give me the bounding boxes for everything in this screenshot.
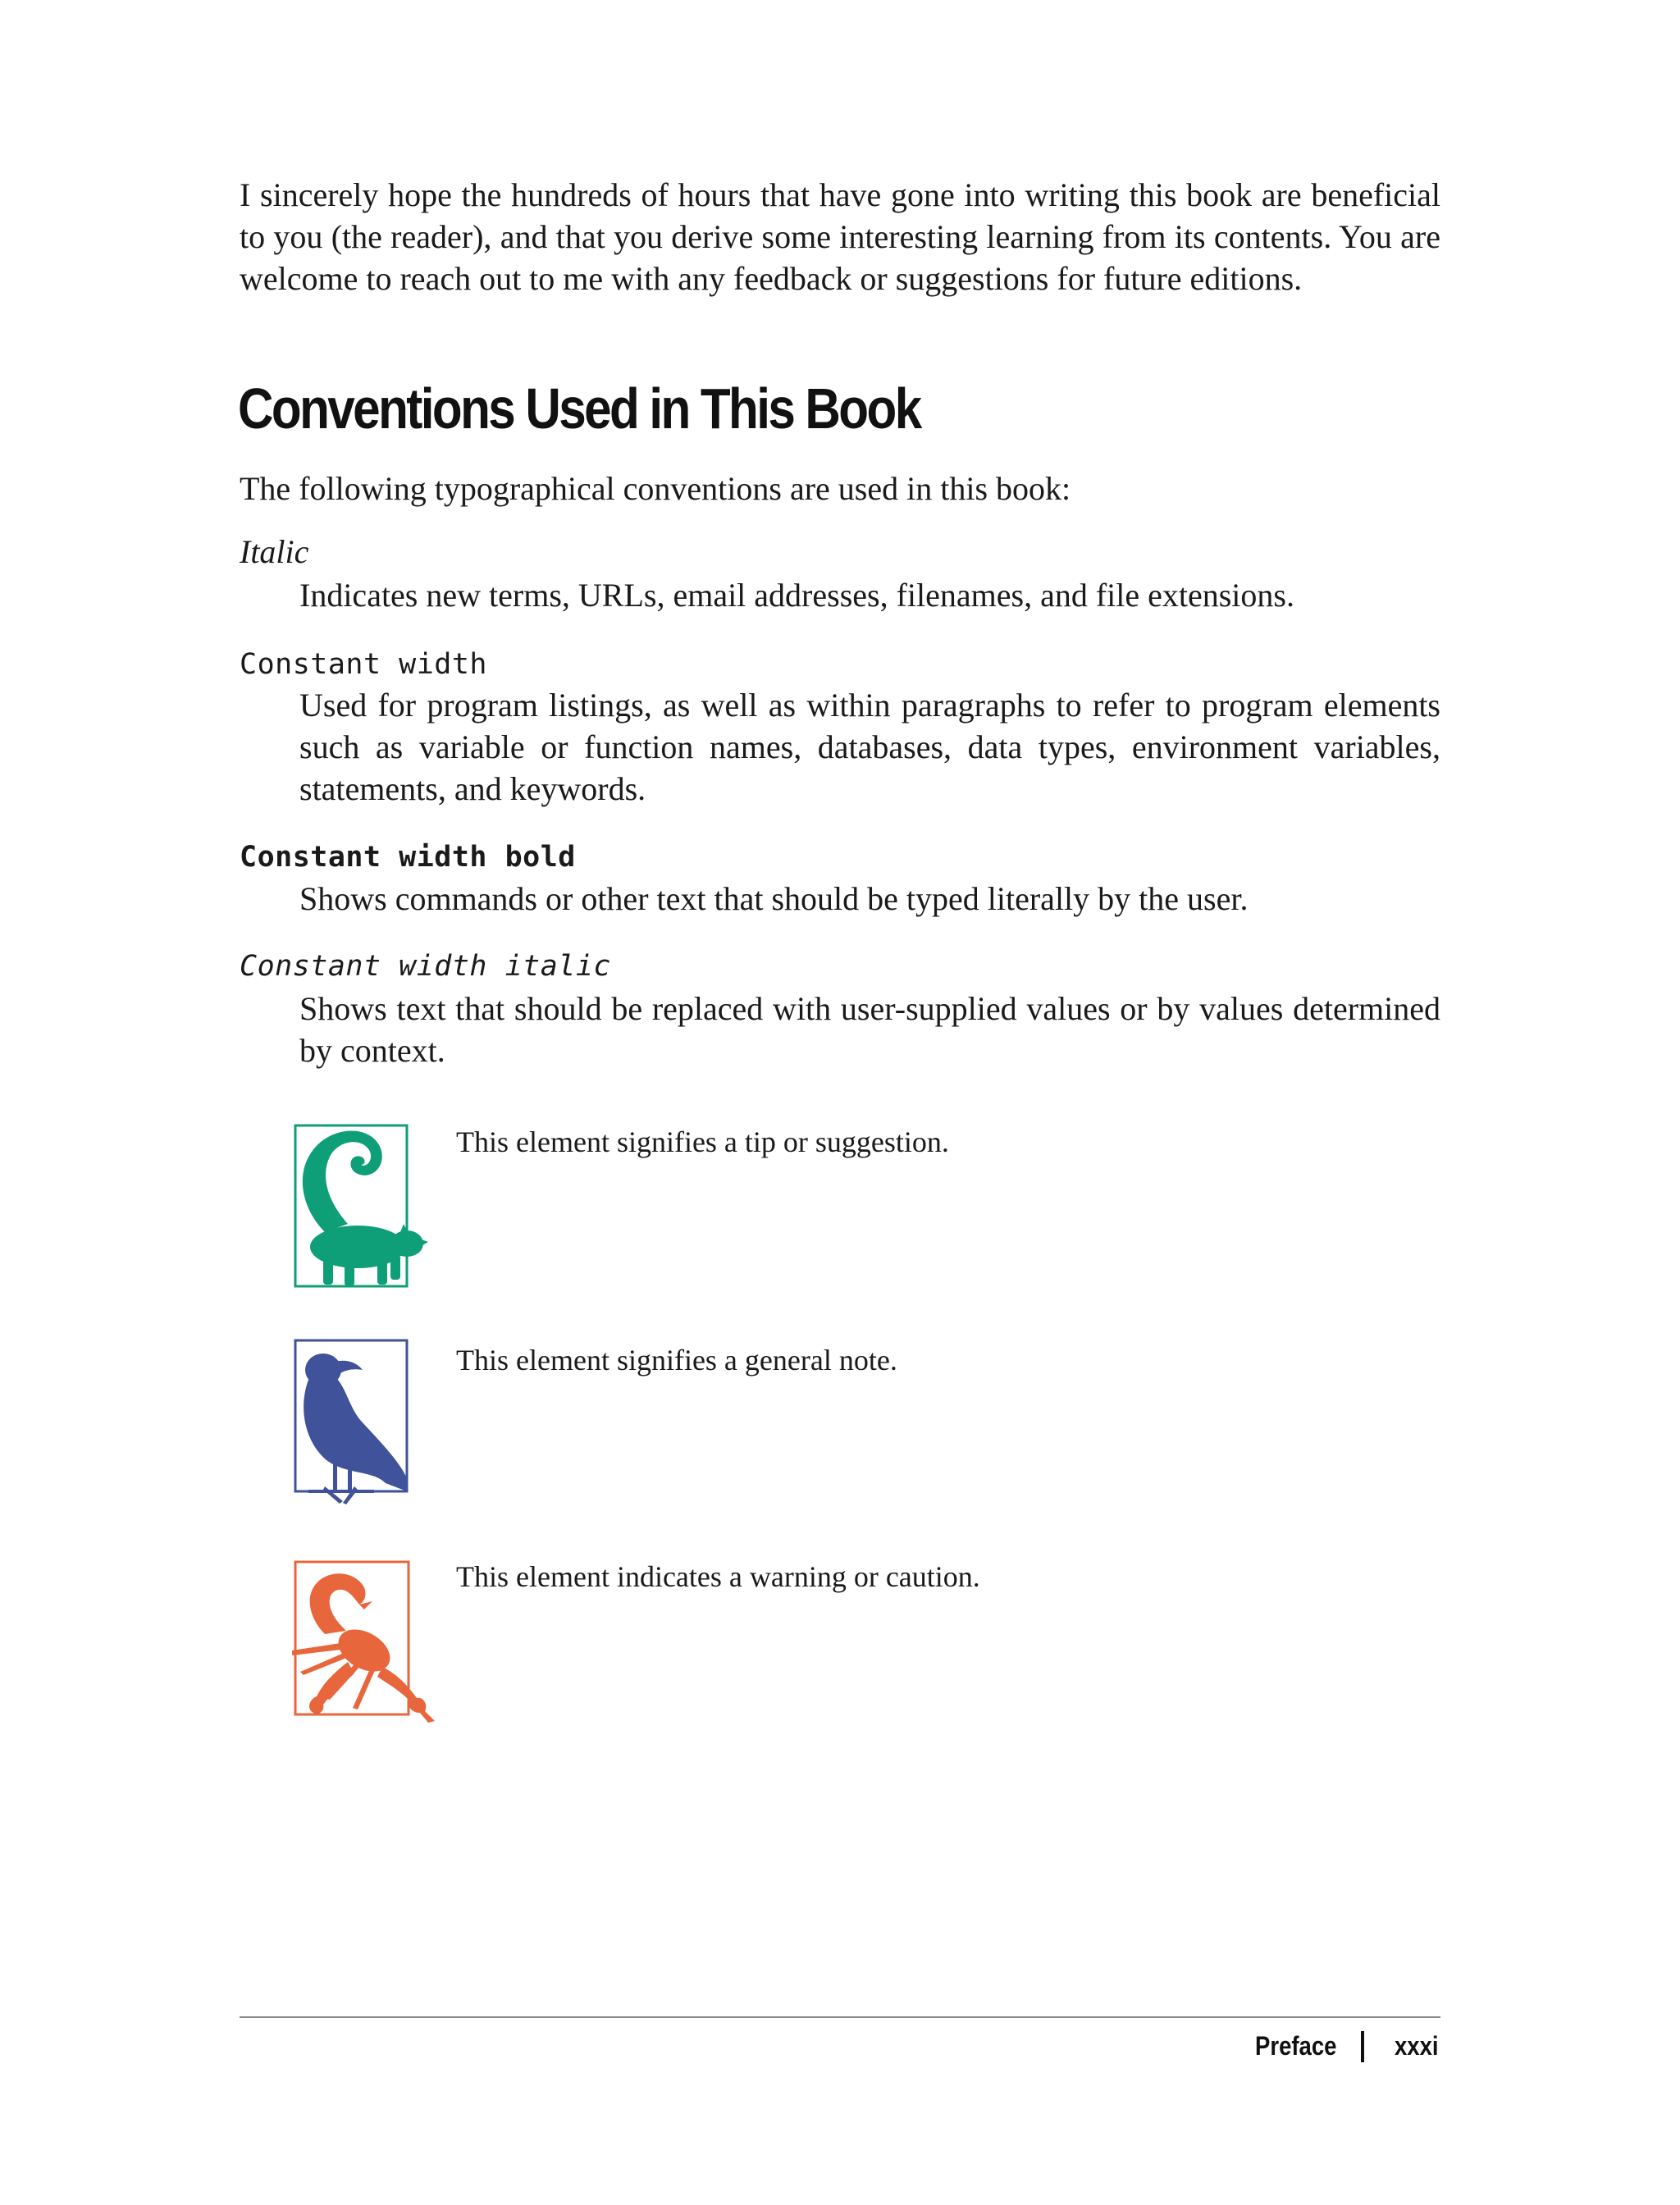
definition-constant-width-italic: Shows text that should be replaced with user-supplied values or by values determined by context. bbox=[299, 990, 1440, 1069]
definition-constant-width: Used for program listings, as well as within paragraphs to refer to program elements such as variable or function names, databases, data types, environment variables, statements, and keywords. bbox=[299, 687, 1440, 807]
term-constant-width-italic: Constant width italic bbox=[240, 950, 612, 983]
lemur-icon bbox=[276, 1109, 431, 1290]
scorpion-icon bbox=[267, 1552, 448, 1732]
tip-callout-icon bbox=[276, 1109, 431, 1294]
warning-callout-text: This element indicates a warning or caution. bbox=[456, 1560, 980, 1593]
section-heading: Conventions Used in This Book bbox=[238, 377, 920, 441]
warning-callout-icon bbox=[267, 1552, 448, 1737]
footer-page-number: xxxi bbox=[1395, 2031, 1439, 2061]
footer-section-title: Preface bbox=[1255, 2031, 1337, 2061]
footer-rule bbox=[240, 2016, 1440, 2018]
tip-callout-text: This element signifies a tip or suggestion. bbox=[456, 1125, 949, 1158]
section-intro: The following typographical conventions are used in this book: bbox=[240, 470, 1071, 507]
footer-separator bbox=[1361, 2031, 1364, 2062]
term-constant-width: Constant width bbox=[240, 648, 488, 681]
note-callout-text: This element signifies a general note. bbox=[456, 1344, 897, 1376]
term-constant-width-bold: Constant width bold bbox=[240, 841, 576, 874]
closing-paragraph: I sincerely hope the hundreds of hours that have gone into writing this book are beneficial to you (the reader), and that you derive some interesting learning from its contents. You are welcome to reach out to me with any feedback or suggestions for future editions. bbox=[240, 176, 1440, 297]
definition-constant-width-bold: Shows commands or other text that should be typed literally by the user. bbox=[299, 880, 1249, 917]
note-callout-icon bbox=[276, 1337, 431, 1513]
crow-icon bbox=[276, 1337, 431, 1509]
term-italic: Italic bbox=[240, 533, 309, 570]
definition-italic: Indicates new terms, URLs, email addresses, filenames, and file extensions. bbox=[299, 577, 1294, 614]
